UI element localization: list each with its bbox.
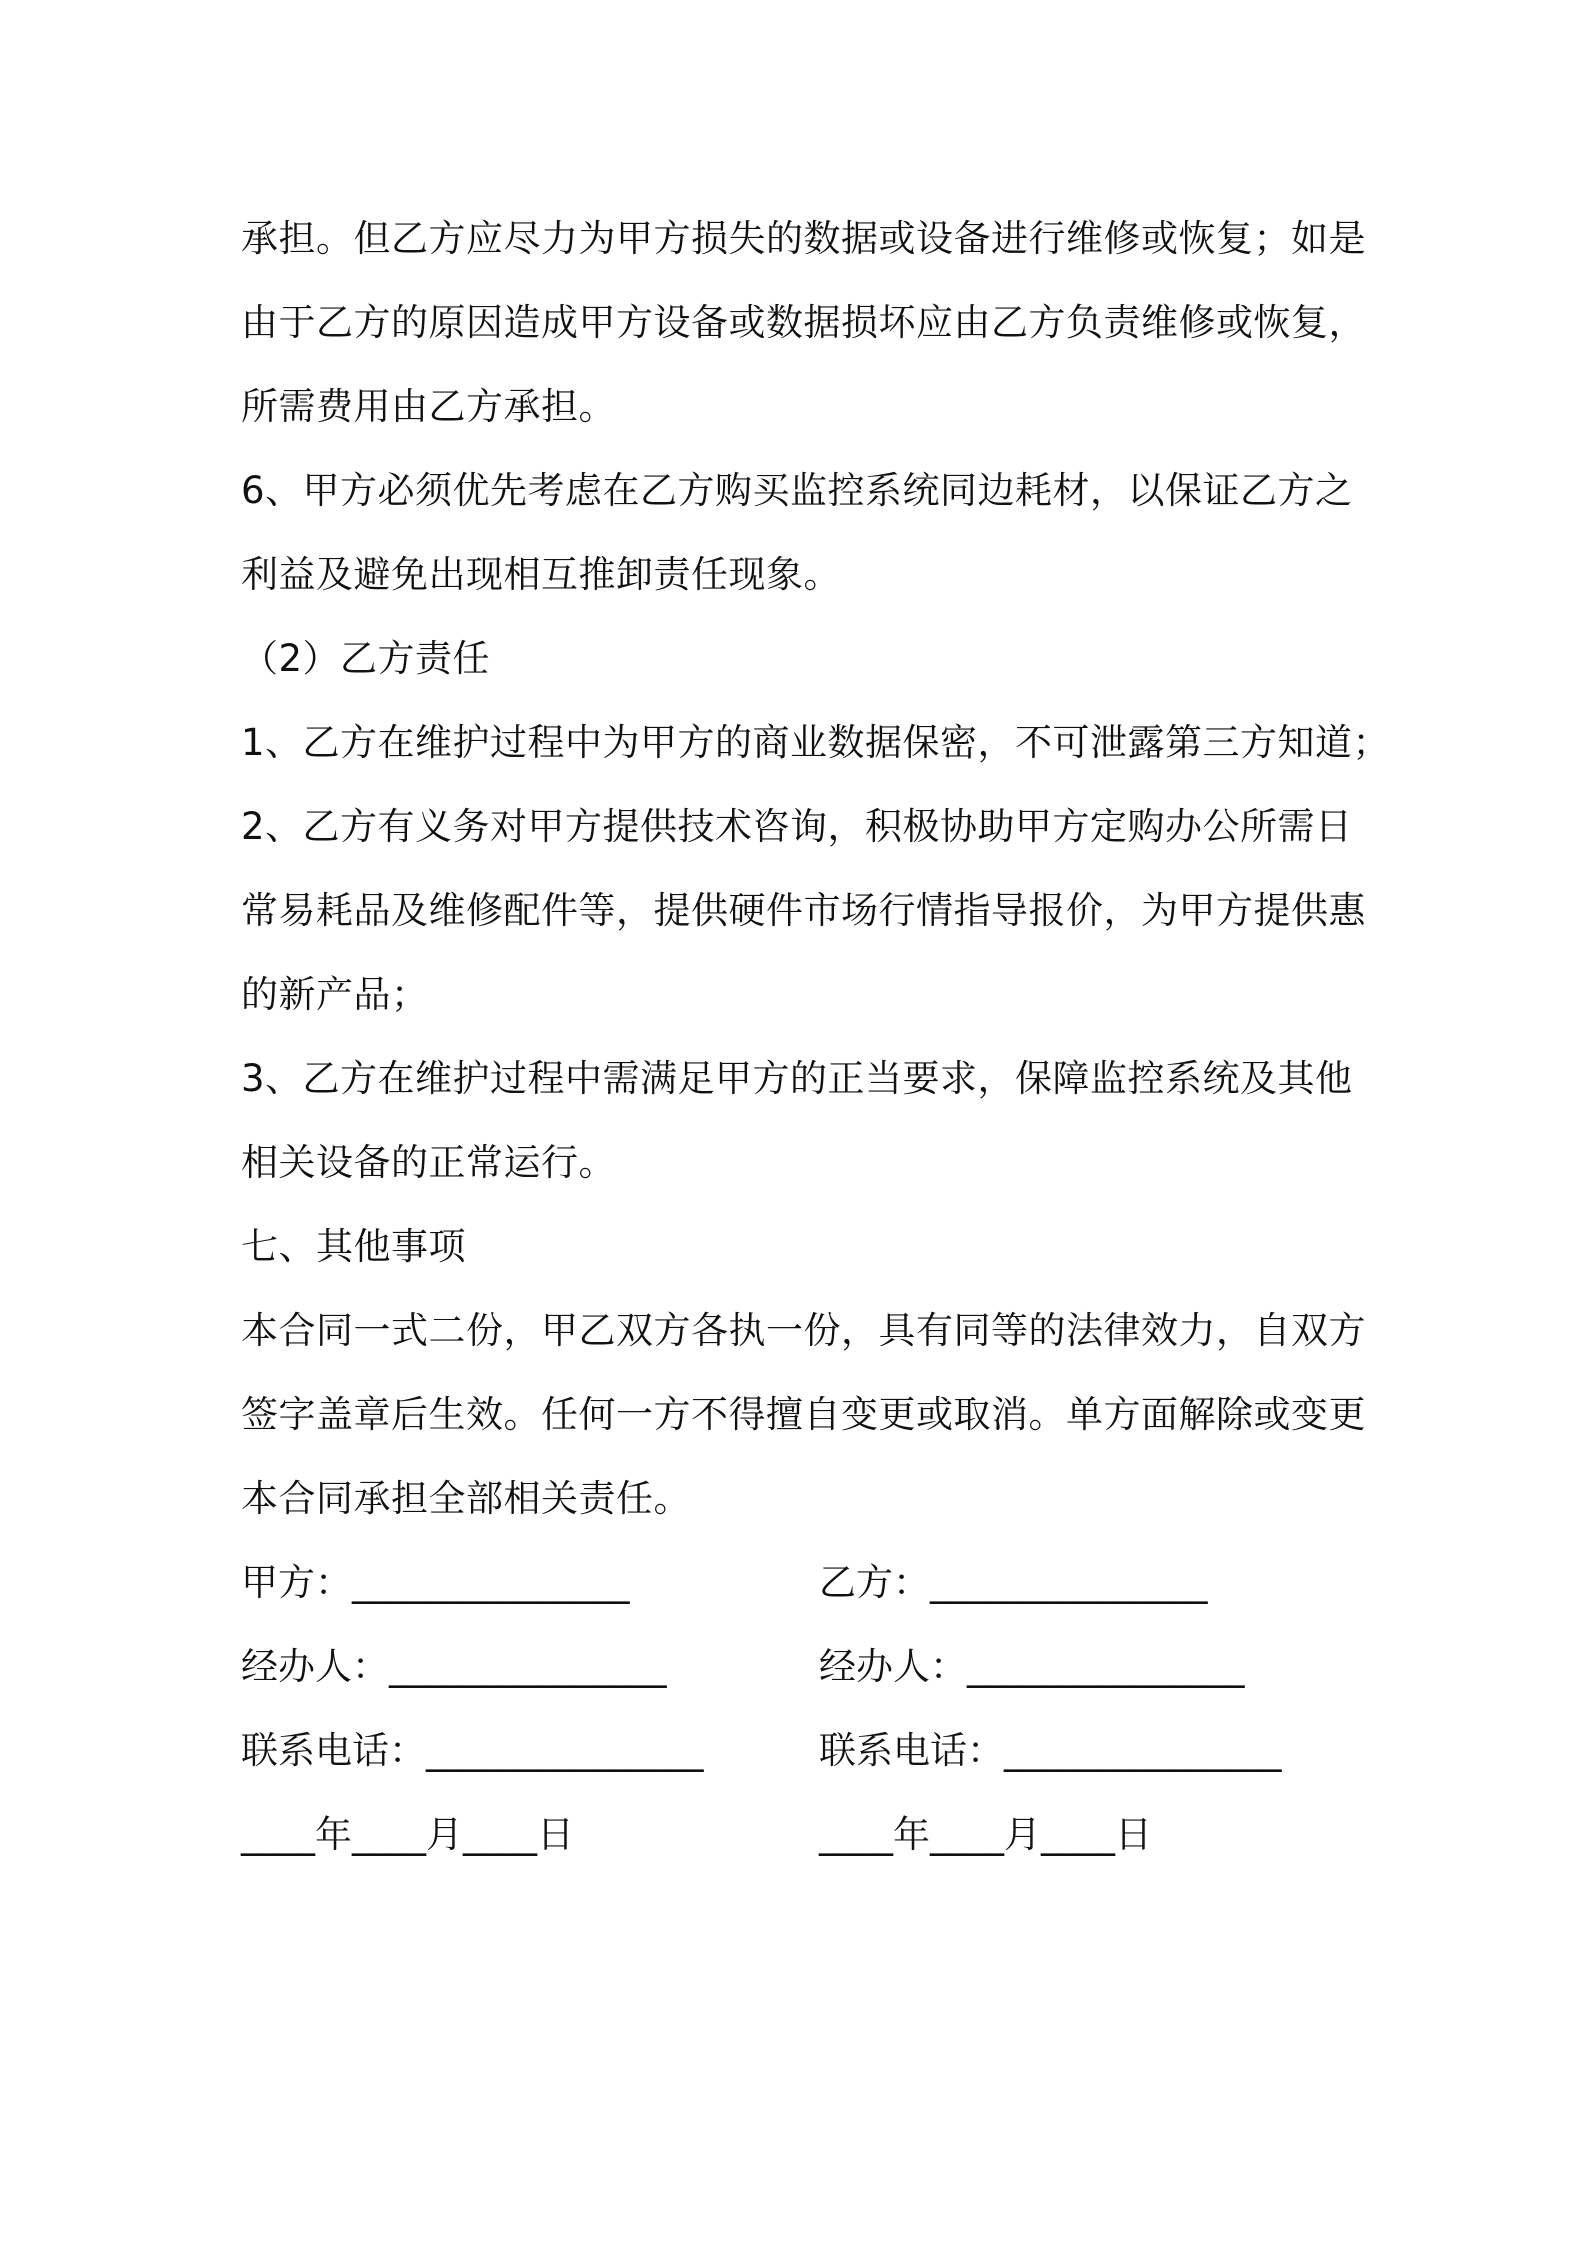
signature-row-handler bbox=[241, 1625, 1361, 1709]
section-heading-party-b-duties: （2）乙方责任 bbox=[241, 637, 491, 680]
paragraph-line: 所需费用由乙方承担。 bbox=[241, 385, 616, 428]
signature-row-date bbox=[241, 1793, 1361, 1877]
party-a-field: 甲方：_______________ bbox=[241, 1561, 630, 1604]
party-a-date-field: ____年____月____日 bbox=[241, 1813, 574, 1856]
clause-6-line: 6、甲方必须优先考虑在乙方购买监控系统同边耗材，以保证乙方之 bbox=[241, 469, 1353, 512]
party-b-field: 乙方：_______________ bbox=[819, 1561, 1208, 1604]
section-heading-other-matters: 七、其他事项 bbox=[241, 1225, 466, 1268]
closing-paragraph-line: 本合同承担全部相关责任。 bbox=[241, 1477, 691, 1520]
clause-2-line: 常易耗品及维修配件等，提供硬件市场行情指导报价，为甲方提供惠 bbox=[241, 889, 1366, 932]
clause-3-line: 3、乙方在维护过程中需满足甲方的正当要求，保障监控系统及其他 bbox=[241, 1057, 1353, 1100]
paragraph-line: 由于乙方的原因造成甲方设备或数据损坏应由乙方负责维修或恢复， bbox=[241, 301, 1366, 344]
clause-2-line: 的新产品； bbox=[241, 973, 429, 1016]
party-b-date-field: ____年____月____日 bbox=[819, 1813, 1152, 1856]
signature-row-phone bbox=[241, 1709, 1361, 1793]
contract-body bbox=[241, 197, 1391, 1877]
closing-paragraph-line: 签字盖章后生效。任何一方不得擅自变更或取消。单方面解除或变更 bbox=[241, 1393, 1366, 1436]
clause-6-line: 利益及避免出现相互推卸责任现象。 bbox=[241, 553, 841, 596]
party-a-handler-field: 经办人：_______________ bbox=[241, 1645, 667, 1688]
signature-block bbox=[241, 1541, 1361, 1877]
party-b-phone-field: 联系电话：_______________ bbox=[819, 1729, 1282, 1772]
clause-3-line: 相关设备的正常运行。 bbox=[241, 1141, 616, 1184]
clause-2-line: 2、乙方有义务对甲方提供技术咨询，积极协助甲方定购办公所需日 bbox=[241, 805, 1353, 848]
party-a-phone-field: 联系电话：_______________ bbox=[241, 1729, 704, 1772]
clause-1-line: 1、乙方在维护过程中为甲方的商业数据保密，不可泄露第三方知道； bbox=[241, 721, 1391, 764]
closing-paragraph-line: 本合同一式二份，甲乙双方各执一份，具有同等的法律效力，自双方 bbox=[241, 1309, 1366, 1352]
signature-row-party bbox=[241, 1541, 1361, 1625]
party-b-handler-field: 经办人：_______________ bbox=[819, 1645, 1245, 1688]
paragraph-line: 承担。但乙方应尽力为甲方损失的数据或设备进行维修或恢复；如是 bbox=[241, 217, 1366, 260]
